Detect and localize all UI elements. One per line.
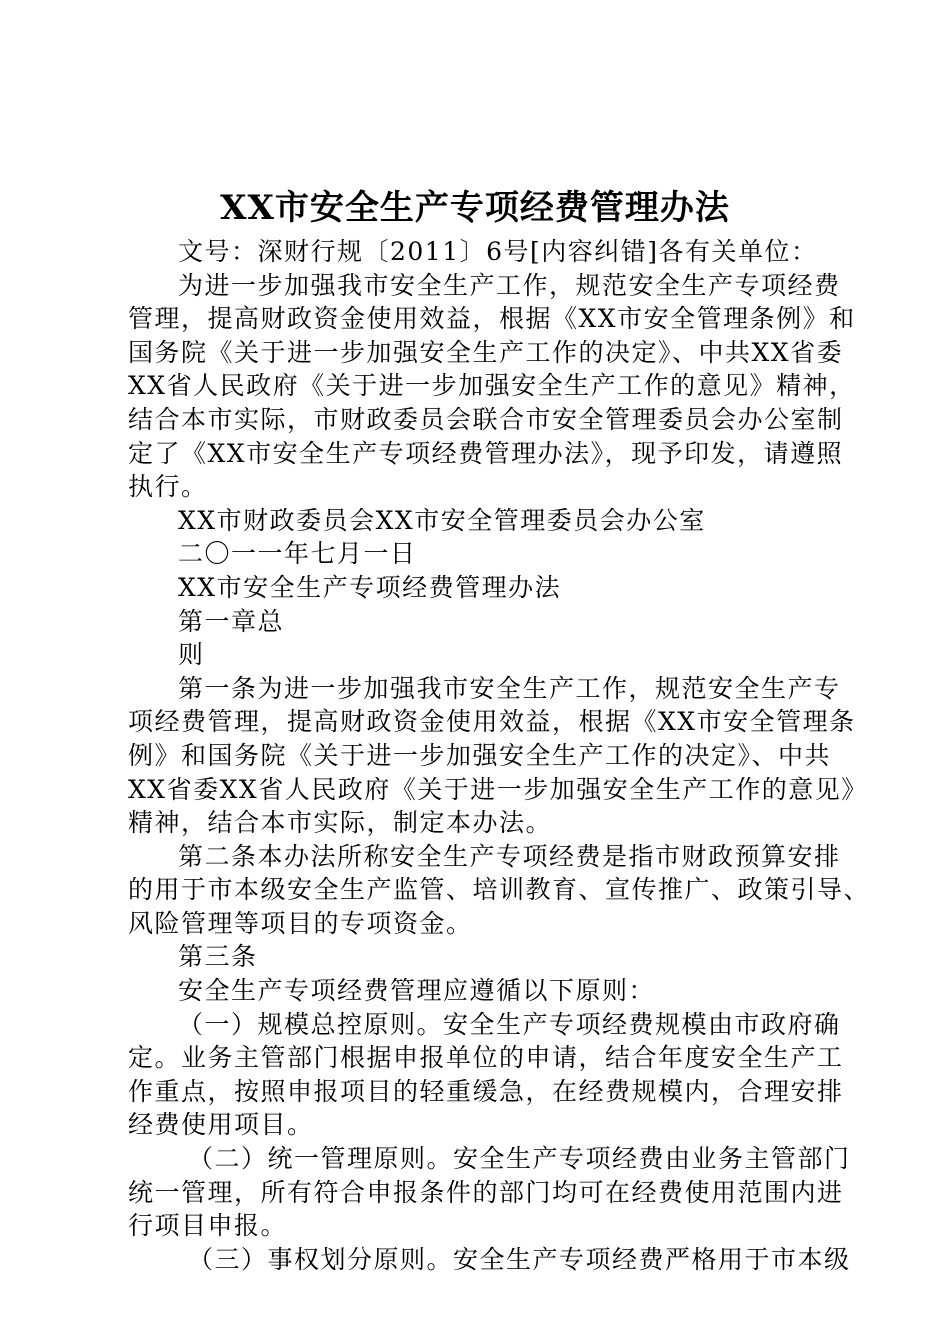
date-line: 二〇一一年七月一日 <box>178 539 417 569</box>
principle-line: 统一管理，所有符合申报条件的部门均可在经费使用范围内进 <box>128 1177 844 1207</box>
article-line: 第一条为进一步加强我市安全生产工作，规范安全生产专 <box>178 673 841 703</box>
article-line: 例》和国务院《关于进一步加强安全生产工作的决定》、中共 <box>128 740 832 770</box>
doc-number-line: 文号：深财行规〔2011〕6号[内容纠错]各有关单位： <box>178 237 818 266</box>
principle-line: （二）统一管理原则。安全生产专项经费由业务主管部门 <box>188 1144 851 1174</box>
subtitle-line: XX市安全生产专项经费管理办法 <box>178 572 562 602</box>
issuer-line: XX市财政委员会XX市安全管理委员会办公室 <box>178 505 706 535</box>
principle-line: 定。业务主管部门根据申报单位的申请，结合年度安全生产工 <box>128 1043 844 1073</box>
article-line: 第二条本办法所称安全生产专项经费是指市财政预算安排 <box>178 841 841 871</box>
principle-line: 经费使用项目。 <box>128 1110 314 1140</box>
document-title: XX市安全生产专项经费管理办法 <box>220 188 730 228</box>
article-line: 安全生产专项经费管理应遵循以下原则： <box>178 976 656 1006</box>
principle-line: （三）事权划分原则。安全生产专项经费严格用于市本级 <box>188 1244 851 1274</box>
paragraph-line: 定了《XX市安全生产专项经费管理办法》，现予印发，请遵照 <box>128 438 844 468</box>
principle-line: 作重点，按照申报项目的轻重缓急，在经费规模内，合理安排 <box>128 1076 844 1106</box>
article-line: 风险管理等项目的专项资金。 <box>128 908 473 938</box>
article-line: XX省委XX省人民政府《关于进一步加强安全生产工作的意见》 <box>128 774 868 804</box>
paragraph-line: 为进一步加强我市安全生产工作，规范安全生产专项经费 <box>178 270 841 300</box>
paragraph-line: 国务院《关于进一步加强安全生产工作的决定》、中共XX省委 <box>128 337 844 367</box>
article-line: 精神，结合本市实际，制定本办法。 <box>128 808 553 838</box>
article-heading: 第三条 <box>178 942 258 972</box>
article-line: 的用于市本级安全生产监管、培训教育、宣传推广、政策引导、 <box>128 875 871 905</box>
chapter-heading-cont: 则 <box>178 640 205 670</box>
paragraph-line: XX省人民政府《关于进一步加强安全生产工作的意见》精神， <box>128 371 856 401</box>
paragraph-line: 执行。 <box>128 472 208 502</box>
paragraph-line: 结合本市实际，市财政委员会联合市安全管理委员会办公室制 <box>128 404 844 434</box>
principle-line: （一）规模总控原则。安全生产专项经费规模由市政府确 <box>178 1009 841 1039</box>
paragraph-line: 管理，提高财政资金使用效益，根据《XX市安全管理条例》和 <box>128 304 856 334</box>
document-body <box>128 235 871 1276</box>
chapter-heading: 第一章总 <box>178 606 285 636</box>
principle-line: 行项目申报。 <box>128 1211 288 1241</box>
article-line: 项经费管理，提高财政资金使用效益，根据《XX市安全管理条 <box>128 707 856 737</box>
